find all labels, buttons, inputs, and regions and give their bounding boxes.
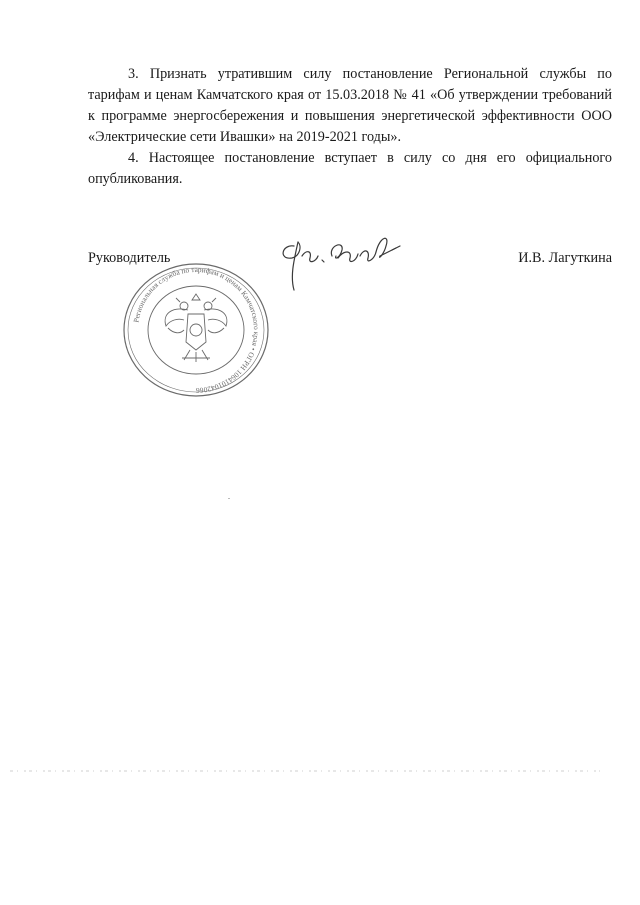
- signer-title: Руководитель: [88, 250, 171, 266]
- official-seal: [122, 262, 270, 398]
- eagle-emblem-icon: [165, 294, 227, 362]
- paragraph-4: 4. Настоящее постановление вступает в силу со дня его официального опубликования.: [88, 150, 612, 187]
- signer-name: И.В. Лагуткина: [518, 250, 612, 266]
- svg-text:Региональная служба по тарифам: [132, 265, 262, 395]
- handwritten-signature: [272, 216, 412, 296]
- scan-speck: [228, 498, 230, 499]
- seal-ring-text: Региональная служба по тарифам и ценам Камчатского края • ОГРН 1064101042066: [131, 264, 262, 396]
- paragraph-3: 3. Признать утратившим силу постановление Региональной службы по тарифам и ценам Камчатского края от 15.03.2018 № 41 «Об утверждении требований к программе энергосбережения и повышения энергетической эффективности ООО «Электрические сети Ивашки» на 2019-2021 годы».: [88, 66, 612, 145]
- scan-artifact-line: [0, 770, 640, 772]
